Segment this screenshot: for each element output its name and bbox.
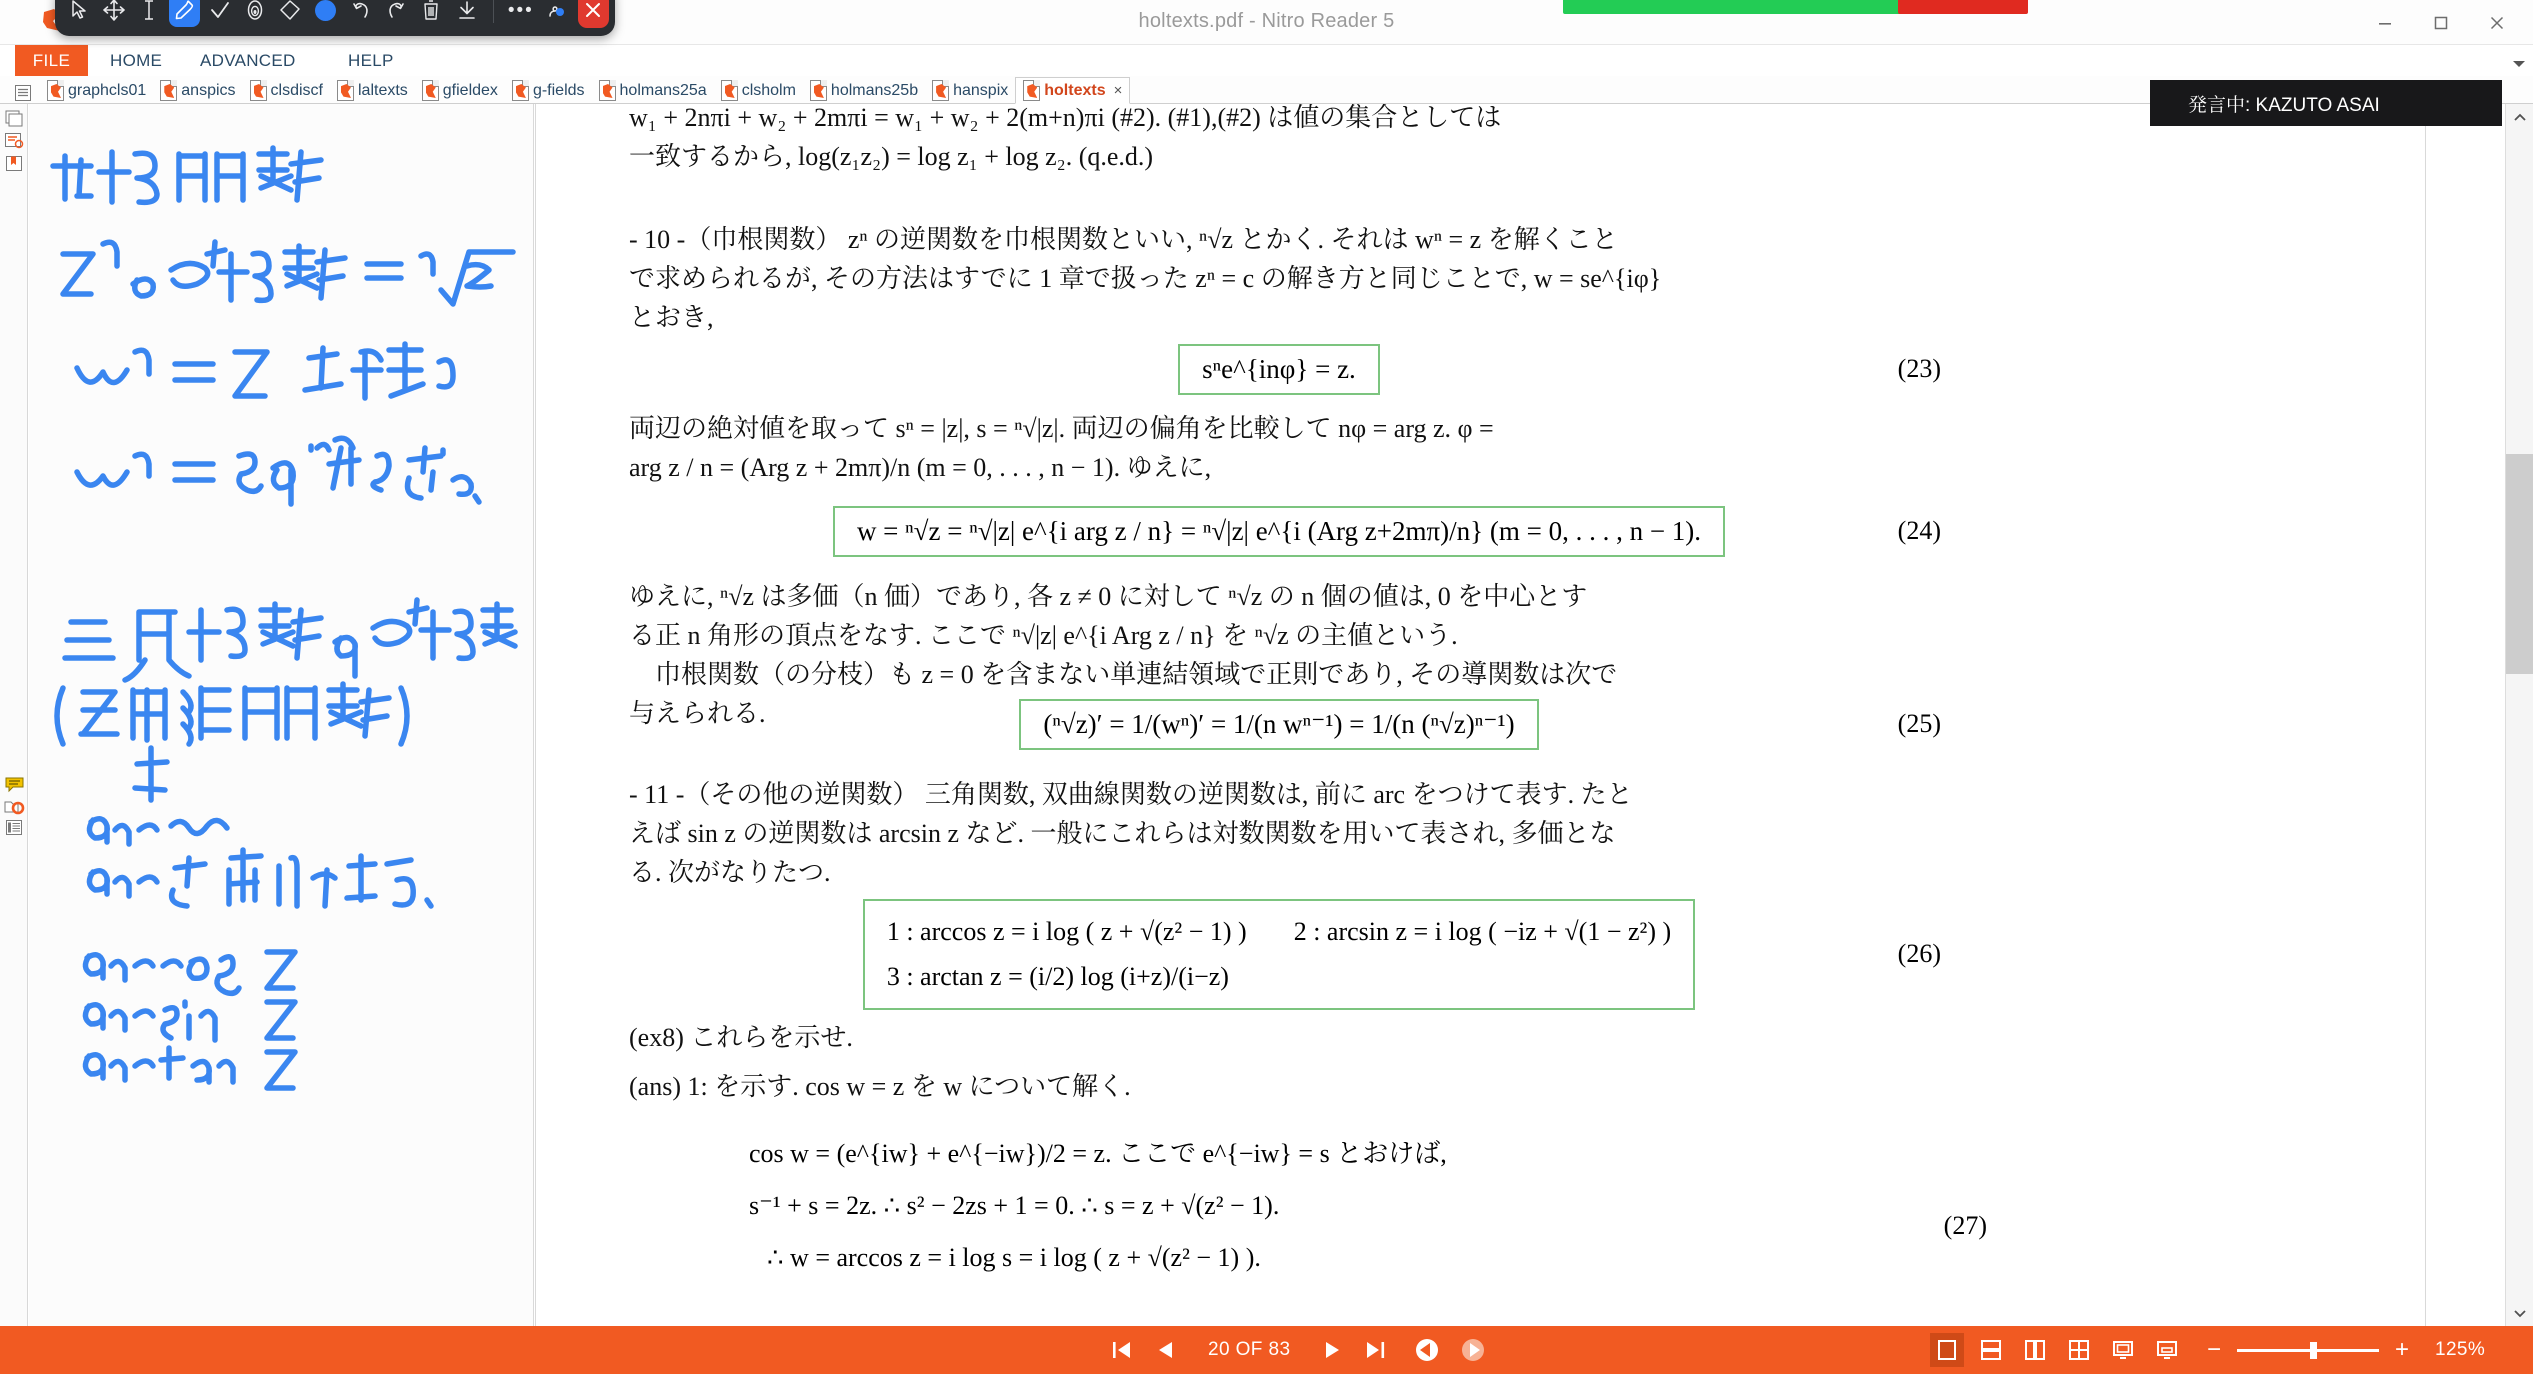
item11-line-3: る. 次がなりたつ. bbox=[629, 858, 831, 887]
attachments-panel-icon[interactable] bbox=[4, 796, 25, 816]
tab-label: anspics bbox=[181, 81, 236, 99]
navigate-back-button[interactable] bbox=[1414, 1337, 1440, 1363]
grid-view-button[interactable] bbox=[2062, 1333, 2096, 1367]
menu-bar bbox=[0, 45, 2533, 76]
menu-home[interactable]: HOME bbox=[110, 50, 163, 70]
workspace bbox=[0, 104, 2533, 1326]
pdf-file-icon bbox=[1023, 80, 1040, 101]
screen-share-indicator-red bbox=[1898, 0, 2028, 14]
equation-26-line1-left: 1 : arccos z = i log ( z + √(z² − 1) ) bbox=[886, 916, 1247, 946]
menu-help[interactable]: HELP bbox=[348, 50, 394, 70]
equation-24-number: (24) bbox=[1897, 516, 1941, 545]
tab-holmans25a[interactable] bbox=[592, 77, 714, 104]
item11-line-2: えば sin z の逆関数は arcsin z など. 一般にこれらは対数関数を用いて表され, 多価とな bbox=[629, 819, 1616, 848]
multi-line-2: る正 n 角形の頂点をなす. ここで ⁿ√|z| e^{i Arg z / n} を ⁿ√z の主値という. bbox=[629, 621, 1458, 650]
multi-line-4: 与えられる. bbox=[629, 699, 766, 728]
previous-page-button[interactable] bbox=[1154, 1339, 1176, 1361]
scroll-down-icon[interactable] bbox=[2506, 1300, 2533, 1326]
close-toolbar-icon[interactable] bbox=[578, 0, 609, 28]
paragraph-item-10 bbox=[629, 220, 1929, 337]
vertical-scrollbar[interactable] bbox=[2505, 104, 2533, 1326]
tab-label: holtexts bbox=[1044, 81, 1106, 99]
page-navigation bbox=[1100, 1337, 1496, 1363]
equation-26-number: (26) bbox=[1897, 939, 1941, 968]
side-panel-rail bbox=[0, 104, 28, 1326]
equation-27-line-1: cos w = (e^{iw} + e^{−iw})/2 = z. ここで e^{−iw} = s とおけば, bbox=[749, 1139, 1447, 1168]
page-review-panel-icon[interactable] bbox=[4, 131, 25, 151]
tab-anspics[interactable] bbox=[153, 77, 242, 104]
view-and-zoom-controls bbox=[1925, 1333, 2505, 1367]
window-title: holtexts.pdf - Nitro Reader 5 bbox=[1138, 10, 1395, 32]
tab-close-icon[interactable]: × bbox=[1113, 82, 1123, 99]
exercise-8: (ex8) これらを示せ. bbox=[629, 1023, 853, 1052]
tab-graphcls01[interactable] bbox=[40, 77, 153, 104]
pdf-file-icon bbox=[512, 80, 529, 101]
active-speaker-label: 発言中: KAZUTO ASAI bbox=[2188, 94, 2380, 116]
tab-label: gfieldex bbox=[442, 81, 498, 99]
equation-27-line-3: ∴ w = arccos z = i log s = i log ( z + √(z² − 1) ). bbox=[767, 1243, 1261, 1272]
item11-lead: - 11 - bbox=[629, 780, 685, 809]
equation-25-box bbox=[1019, 699, 1538, 750]
two-page-view-button[interactable] bbox=[2018, 1333, 2052, 1367]
fit-page-view-button[interactable] bbox=[2106, 1333, 2140, 1367]
pdf-file-icon bbox=[422, 80, 439, 101]
zoom-in-button[interactable]: + bbox=[2394, 1336, 2409, 1363]
tab-gfieldex[interactable] bbox=[415, 77, 505, 104]
cursor-icon[interactable] bbox=[63, 0, 94, 27]
thumbnails-panel-icon[interactable] bbox=[4, 108, 25, 128]
move-icon[interactable] bbox=[98, 0, 129, 27]
pdf-file-icon bbox=[160, 80, 177, 101]
eraser-icon[interactable] bbox=[275, 0, 306, 27]
pdf-page-content bbox=[629, 104, 1987, 1284]
equation-23-body: sⁿe^{inφ} = z. bbox=[1202, 353, 1356, 384]
answer-intro: (ans) 1: を示す. cos w = z を w について解く. bbox=[629, 1072, 1131, 1101]
equation-25-row bbox=[629, 685, 1941, 763]
save-download-icon[interactable] bbox=[451, 0, 482, 27]
tab-holmans25b[interactable] bbox=[803, 77, 925, 104]
zoom-slider[interactable] bbox=[2237, 1349, 2379, 1352]
equation-25-number: (25) bbox=[1897, 709, 1941, 738]
color-swatch-icon[interactable] bbox=[310, 0, 341, 27]
last-page-button[interactable] bbox=[1364, 1339, 1388, 1361]
tab-laltexts[interactable] bbox=[330, 77, 415, 104]
tab-label: graphcls01 bbox=[68, 81, 147, 99]
equation-24-box bbox=[833, 506, 1725, 557]
zoom-out-button[interactable]: − bbox=[2206, 1336, 2221, 1363]
item10-line-3: とおき, bbox=[629, 303, 714, 332]
check-icon[interactable] bbox=[204, 0, 235, 27]
equation-26-line2: 3 : arctan z = (i/2) log (i+z)/(i−z) bbox=[886, 962, 1229, 991]
equation-26-box bbox=[863, 899, 1695, 1010]
undo-icon[interactable] bbox=[345, 0, 376, 27]
tab-list-icon[interactable] bbox=[10, 82, 36, 104]
zoom-level-label[interactable]: 125% bbox=[2435, 1339, 2486, 1360]
equation-26-row bbox=[629, 904, 1941, 1004]
scroll-up-icon[interactable] bbox=[2506, 104, 2533, 130]
more-options-icon[interactable]: ••• bbox=[507, 0, 534, 21]
tab-clsdiscf[interactable] bbox=[243, 77, 330, 104]
pdf-file-icon bbox=[721, 80, 738, 101]
equation-27-block bbox=[629, 1128, 1987, 1284]
tab-holtexts[interactable] bbox=[1015, 77, 1130, 104]
pen-icon[interactable] bbox=[169, 0, 200, 27]
paragraph-absolute-value bbox=[629, 409, 1929, 487]
tab-g-fields[interactable] bbox=[505, 77, 592, 104]
equation-27-line-2: s⁻¹ + s = 2z. ∴ s² − 2zs + 1 = 0. ∴ s = z + √(z² − 1). bbox=[749, 1191, 1280, 1220]
trash-icon[interactable] bbox=[416, 0, 447, 27]
equation-23-row bbox=[629, 339, 1941, 399]
tab-label: clsdiscf bbox=[270, 81, 323, 99]
redo-icon[interactable] bbox=[381, 0, 412, 27]
tab-label: hanspix bbox=[953, 81, 1009, 99]
share-person-icon[interactable] bbox=[540, 0, 571, 27]
window-controls bbox=[2357, 0, 2525, 45]
qed-line-2: 一致するから, log(z₁z₂) = log z₁ + log z₂. (q.e.d.) bbox=[629, 142, 1154, 171]
menu-advanced[interactable]: ADVANCED bbox=[200, 50, 296, 70]
pdf-file-icon bbox=[250, 80, 267, 101]
tab-label: g-fields bbox=[532, 81, 585, 99]
tab-label: holmans25b bbox=[830, 81, 919, 99]
maximize-button[interactable] bbox=[2413, 0, 2469, 45]
bookmarks-panel-icon[interactable] bbox=[4, 154, 25, 174]
equation-26-line1-right: 2 : arcsin z = i log ( −iz + √(1 − z²) ) bbox=[1293, 916, 1672, 946]
annotation-toolbar bbox=[55, 0, 615, 36]
handwriting-annotation-pane[interactable] bbox=[29, 104, 534, 1326]
close-button[interactable] bbox=[2469, 0, 2525, 45]
navigate-forward-button[interactable] bbox=[1460, 1337, 1486, 1363]
document-tabs bbox=[10, 76, 1130, 104]
status-bar bbox=[0, 1326, 2533, 1374]
tab-hanspix[interactable] bbox=[925, 77, 1015, 104]
equation-27-number: (27) bbox=[1943, 1211, 1987, 1240]
tab-label: holmans25a bbox=[619, 81, 707, 99]
paragraph-item-11 bbox=[629, 775, 1929, 892]
tab-clsholm[interactable] bbox=[714, 77, 803, 104]
qed-line-1: w₁ + 2nπi + w₂ + 2mπi = w₁ + w₂ + 2(m+n)πi (#2). (#1),(#2) は値の集合としては bbox=[629, 104, 1502, 132]
item10-lead: - 10 - bbox=[629, 225, 686, 254]
pdf-file-icon bbox=[932, 80, 949, 101]
comments-panel-icon[interactable] bbox=[4, 774, 25, 794]
single-page-view-button[interactable] bbox=[1930, 1333, 1964, 1367]
tab-label: clsholm bbox=[741, 81, 796, 99]
handwritten-ink-strokes bbox=[29, 104, 534, 1326]
text-cursor-icon[interactable] bbox=[134, 0, 165, 27]
pdf-file-icon bbox=[337, 80, 354, 101]
pdf-page bbox=[535, 104, 2426, 1326]
scrollbar-thumb[interactable] bbox=[2506, 454, 2533, 674]
equation-24-body: w = ⁿ√z = ⁿ√|z| e^{i arg z / n} = ⁿ√|z| e^{i (Arg z+2mπ)/n} (m = 0, . . . , n − 1). bbox=[856, 515, 1702, 546]
toolbar-separator bbox=[493, 0, 494, 23]
page-indicator[interactable]: 20 OF 83 bbox=[1208, 1339, 1291, 1360]
pdf-file-icon bbox=[47, 80, 64, 101]
panel-options-chevron-icon[interactable] bbox=[2505, 50, 2533, 78]
highlighter-icon[interactable] bbox=[239, 0, 270, 27]
multi-line-3: 巾根関数（の分枝）も z = 0 を含まない単連結領域で正則であり, その導関数は次で bbox=[629, 660, 1618, 689]
active-speaker-toast bbox=[2150, 80, 2502, 126]
item11-line-1: （その他の逆関数） 三角関数, 双曲線関数の逆関数は, 前に arc をつけて表す. たと bbox=[684, 780, 1633, 809]
first-page-button[interactable] bbox=[1110, 1339, 1134, 1361]
tab-label: laltexts bbox=[357, 81, 408, 99]
fit-width-view-button[interactable] bbox=[2150, 1333, 2184, 1367]
pdf-file-icon bbox=[599, 80, 616, 101]
item10-line-2: で求められるが, その方法はすでに 1 章で扱った zⁿ = c の解き方と同じことで, w = se^{iφ} bbox=[629, 264, 1662, 293]
pdf-file-icon bbox=[810, 80, 827, 101]
next-page-button[interactable] bbox=[1322, 1339, 1344, 1361]
equation-25-body: (ⁿ√z)′ = 1/(wⁿ)′ = 1/(n wⁿ⁻¹) = 1/(n (ⁿ√z)ⁿ⁻¹) bbox=[1043, 708, 1515, 739]
menu-file[interactable]: FILE bbox=[15, 45, 88, 76]
multi-line-1: ゆえに, ⁿ√z は多価（n 価）であり, 各 z ≠ 0 に対して ⁿ√z の n 個の値は, 0 を中心とす bbox=[629, 582, 1588, 611]
pdf-page-viewer[interactable] bbox=[535, 104, 2480, 1326]
equation-23-number: (23) bbox=[1897, 354, 1941, 383]
abs-line-1: 両辺の絶対値を取って sⁿ = |z|, s = ⁿ√|z|. 両辺の偏角を比較して nφ = arg z. φ = bbox=[629, 414, 1494, 443]
equation-24-row bbox=[629, 495, 1941, 567]
layers-panel-icon[interactable] bbox=[4, 818, 25, 838]
abs-line-2: arg z / n = (Arg z + 2mπ)/n (m = 0, . . . , n − 1). ゆえに, bbox=[629, 453, 1212, 482]
zoom-slider-knob[interactable] bbox=[2310, 1342, 2317, 1359]
paragraph-qed bbox=[629, 104, 1929, 176]
item10-line-1: （巾根関数） zⁿ の逆関数を巾根関数といい, ⁿ√z とかく. それは wⁿ = z を解くこと bbox=[685, 225, 1618, 254]
continuous-view-button[interactable] bbox=[1974, 1333, 2008, 1367]
minimize-button[interactable] bbox=[2357, 0, 2413, 45]
equation-23-box bbox=[1178, 344, 1380, 395]
